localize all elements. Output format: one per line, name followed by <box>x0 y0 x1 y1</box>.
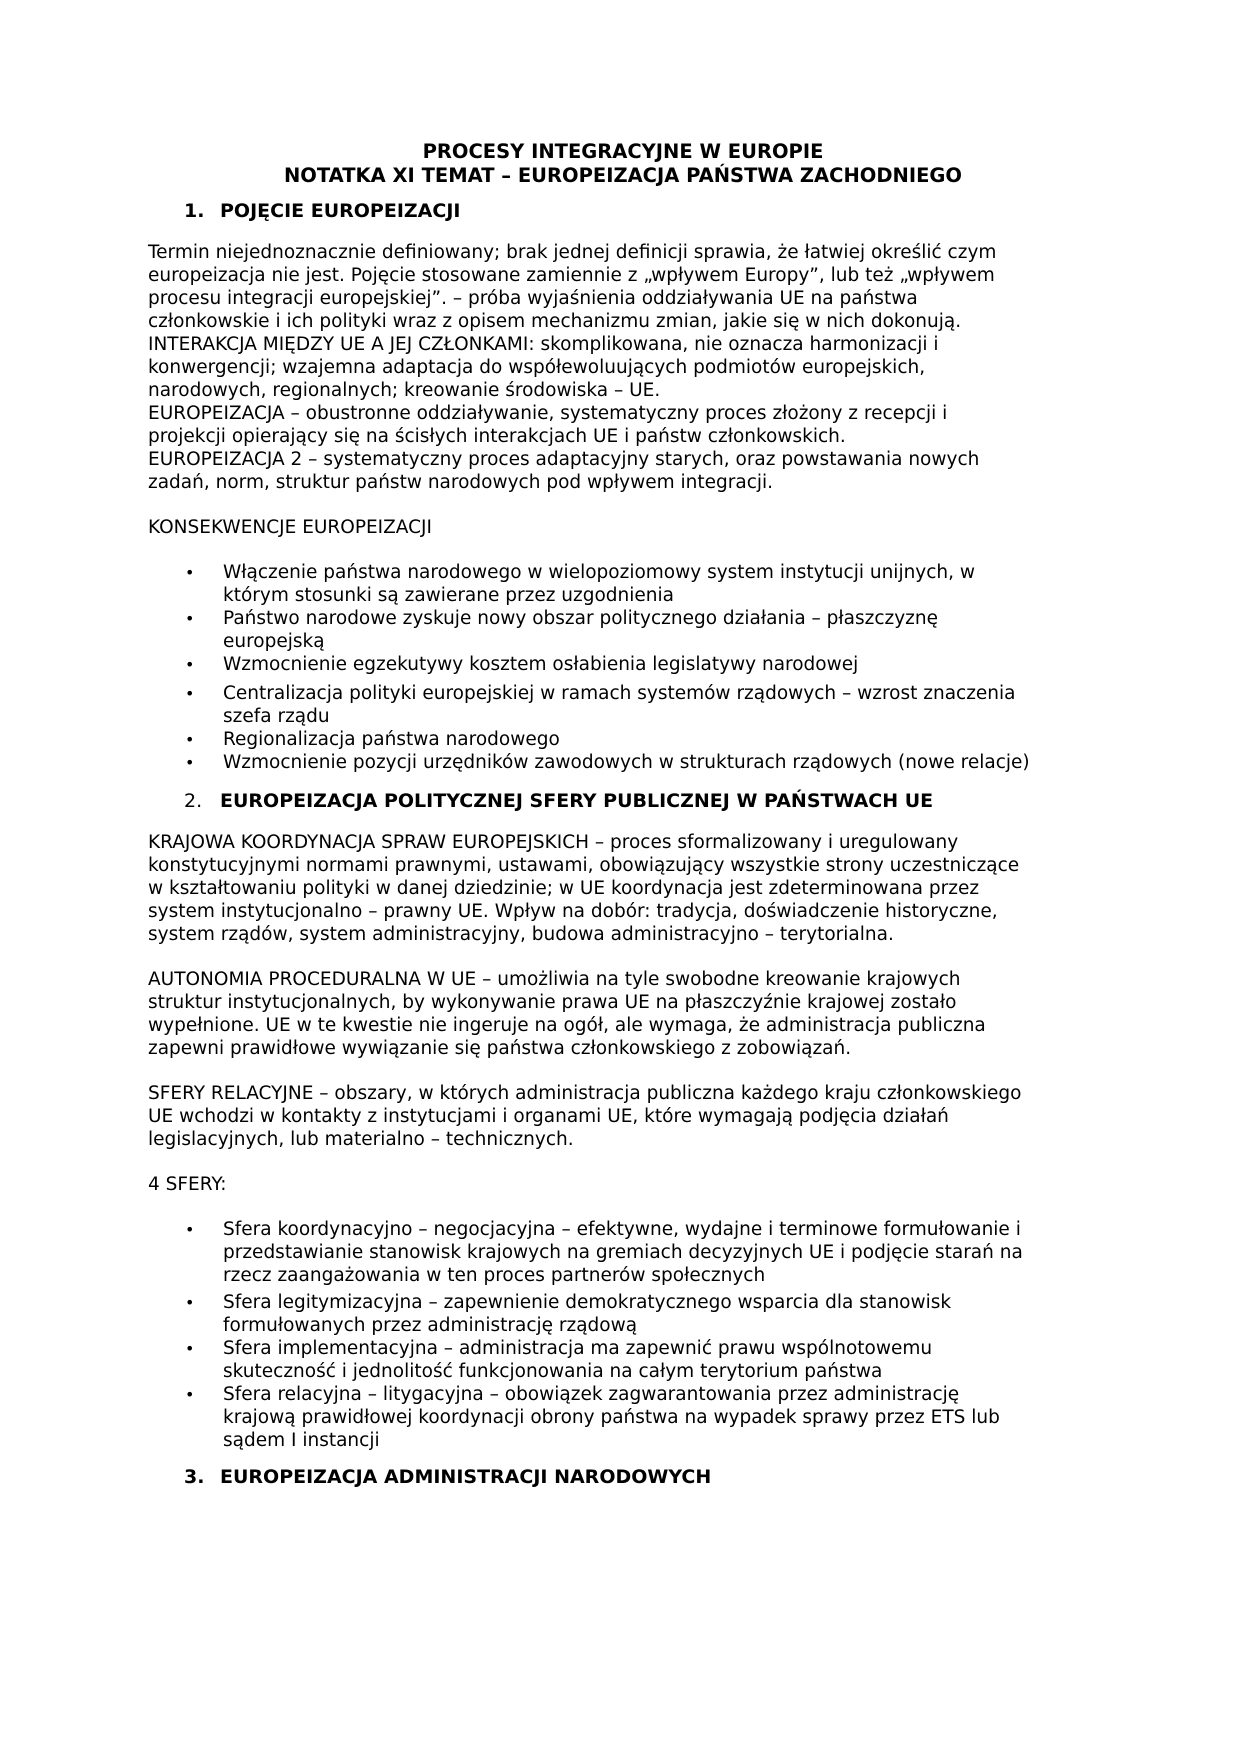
text-line: konstytucyjnymi normami prawnymi, ustawami, obowiązujący wszystkie strony uczestniczące <box>148 855 1020 876</box>
bullet-icon: • <box>185 655 195 674</box>
section-1-subheading: KONSEKWENCJE EUROPEIZACJI <box>148 517 432 538</box>
text-line: AUTONOMIA PROCEDURALNA W UE – umożliwia na tyle swobodne kreowanie krajowych <box>148 969 961 990</box>
section-number: 1. <box>184 200 205 222</box>
text-line: Sfera implementacyjna – administracja ma zapewnić prawu wspólnotowemu <box>223 1338 933 1359</box>
text-line: INTERAKCJA MIĘDZY UE A JEJ CZŁONKAMI: skomplikowana, nie oznacza harmonizacji i <box>148 334 939 355</box>
text-line: projekcji opierający się na ścisłych interakcjach UE i państw członkowskich. <box>148 426 846 447</box>
text-line: w kształtowaniu polityki w danej dziedzinie; w UE koordynacja jest zdeterminowana przez <box>148 878 980 899</box>
section-3-heading <box>148 1466 1098 1489</box>
section-2-heading <box>148 790 1098 813</box>
text-line: Sfera koordynacyjno – negocjacyjna – efektywne, wydajne i terminowe formułowanie i <box>223 1219 1021 1240</box>
text-line: Termin niejednoznacznie definiowany; brak jednej definicji sprawia, że łatwiej określić czym <box>148 242 997 263</box>
section-1-heading <box>148 200 1098 223</box>
text-line: europeizacja nie jest. Pojęcie stosowane zamiennie z „wpływem Europy”, lub też „wpływem <box>148 265 995 286</box>
list-item <box>148 728 1098 751</box>
section-2-paragraph-2 <box>148 968 1098 1060</box>
text-line: zapewni prawidłowe wywiązanie się państwa członkowskiego z zobowiązań. <box>148 1038 852 1059</box>
text-line: członkowskie i ich polityki wraz z opisem mechanizmu zmian, jakie się w nich dokonują. <box>148 311 962 332</box>
text-line: system rządów, system administracyjny, budowa administracyjno – terytorialna. <box>148 924 894 945</box>
list-item <box>148 1337 1098 1383</box>
text-line: Sfera relacyjna – litygacyjna – obowiązek zagwarantowania przez administrację <box>223 1384 960 1405</box>
bullet-icon: • <box>185 563 195 582</box>
text-line: SFERY RELACYJNE – obszary, w których administracja publiczna każdego kraju członkowskiego <box>148 1083 1022 1104</box>
list-item <box>148 1218 1098 1287</box>
section-2-subheading: 4 SFERY: <box>148 1174 227 1195</box>
section-number: 3. <box>184 1466 205 1488</box>
text-line: rzecz zaangażowania w ten proces partnerów społecznych <box>223 1265 766 1286</box>
bullet-icon: • <box>185 609 195 628</box>
section-title: EUROPEIZACJA ADMINISTRACJI NARODOWYCH <box>220 1466 712 1488</box>
text-line: system instytucjonalno – prawny UE. Wpływ na dobór: tradycja, doświadczenie historyczne, <box>148 901 998 922</box>
bullet-icon: • <box>185 1339 195 1358</box>
text-line: Włączenie państwa narodowego w wielopoziomowy system instytucji unijnych, w <box>223 562 976 583</box>
list-item <box>148 1291 1098 1337</box>
text-line: Państwo narodowe zyskuje nowy obszar politycznego działania – płaszczyznę <box>223 608 938 629</box>
section-2-paragraph-1 <box>148 831 1098 946</box>
text-line: Wzmocnienie egzekutywy kosztem osłabienia legislatywy narodowej <box>223 654 859 675</box>
text-line: europejską <box>223 631 325 652</box>
text-line: Centralizacja polityki europejskiej w ramach systemów rządowych – wzrost znaczenia <box>223 683 1016 704</box>
document-title-line-2: NOTATKA XI TEMAT – EUROPEIZACJA PAŃSTWA ZACHODNIEGO <box>283 164 963 187</box>
bullet-icon: • <box>185 1220 195 1239</box>
list-item <box>148 682 1098 728</box>
text-line: krajową prawidłowej koordynacji obrony państwa na wypadek sprawy przez ETS lub <box>223 1407 1000 1428</box>
text-line: wypełnione. UE w te kwestie nie ingeruje na ogół, ale wymaga, że administracja publiczna <box>148 1015 986 1036</box>
document-page <box>148 140 1098 1489</box>
section-2-paragraph-3 <box>148 1082 1098 1151</box>
list-item <box>148 1383 1098 1452</box>
section-1-intro <box>148 241 1098 494</box>
text-line: zadań, norm, struktur państw narodowych pod wpływem integracji. <box>148 472 774 493</box>
text-line: EUROPEIZACJA – obustronne oddziaływanie, systematyczny proces złożony z recepcji i <box>148 403 948 424</box>
text-line: legislacyjnych, lub materialno – technicznych. <box>148 1129 574 1150</box>
list-item <box>148 561 1098 607</box>
bullet-icon: • <box>185 684 195 703</box>
text-line: KRAJOWA KOORDYNACJA SPRAW EUROPEJSKICH – proces sformalizowany i uregulowany <box>148 832 959 853</box>
text-line: struktur instytucjonalnych, by wykonywanie prawa UE na płaszczyźnie krajowej zostało <box>148 992 957 1013</box>
text-line: szefa rządu <box>223 706 330 727</box>
text-line: Wzmocnienie pozycji urzędników zawodowych w strukturach rządowych (nowe relacje) <box>223 752 1030 773</box>
bullet-icon: • <box>185 753 195 772</box>
text-line: procesu integracji europejskiej”. – próba wyjaśnienia oddziaływania UE na państwa <box>148 288 918 309</box>
text-line: którym stosunki są zawierane przez uzgodnienia <box>223 585 674 606</box>
bullet-icon: • <box>185 1293 195 1312</box>
text-line: EUROPEIZACJA 2 – systematyczny proces adaptacyjny starych, oraz powstawania nowych <box>148 449 980 470</box>
list-item <box>148 607 1098 653</box>
text-line: Sfera legitymizacyjna – zapewnienie demokratycznego wsparcia dla stanowisk <box>223 1292 952 1313</box>
section-2-bullet-list <box>148 1218 1098 1452</box>
text-line: Regionalizacja państwa narodowego <box>223 729 560 750</box>
section-title: EUROPEIZACJA POLITYCZNEJ SFERY PUBLICZNEJ W PAŃSTWACH UE <box>220 790 934 812</box>
document-title-line-1: PROCESY INTEGRACYJNE W EUROPIE <box>422 140 824 163</box>
text-line: skuteczność i jednolitość funkcjonowania na całym terytorium państwa <box>223 1361 883 1382</box>
text-line: sądem I instancji <box>223 1430 380 1451</box>
text-line: UE wchodzi w kontakty z instytucjami i organami UE, które wymagają podjęcia działań <box>148 1106 949 1127</box>
text-line: przedstawianie stanowisk krajowych na gremiach decyzyjnych UE i podjęcie starań na <box>223 1242 1023 1263</box>
text-line: formułowanych przez administrację rządową <box>223 1315 638 1336</box>
section-1-bullet-list <box>148 561 1098 774</box>
bullet-icon: • <box>185 1385 195 1404</box>
list-item <box>148 653 1098 676</box>
bullet-icon: • <box>185 730 195 749</box>
section-title: POJĘCIE EUROPEIZACJI <box>220 200 461 222</box>
text-line: narodowych, regionalnych; kreowanie środowiska – UE. <box>148 380 661 401</box>
list-item <box>148 751 1098 774</box>
text-line: konwergencji; wzajemna adaptacja do współewoluujących podmiotów europejskich, <box>148 357 926 378</box>
section-number: 2. <box>184 790 203 812</box>
